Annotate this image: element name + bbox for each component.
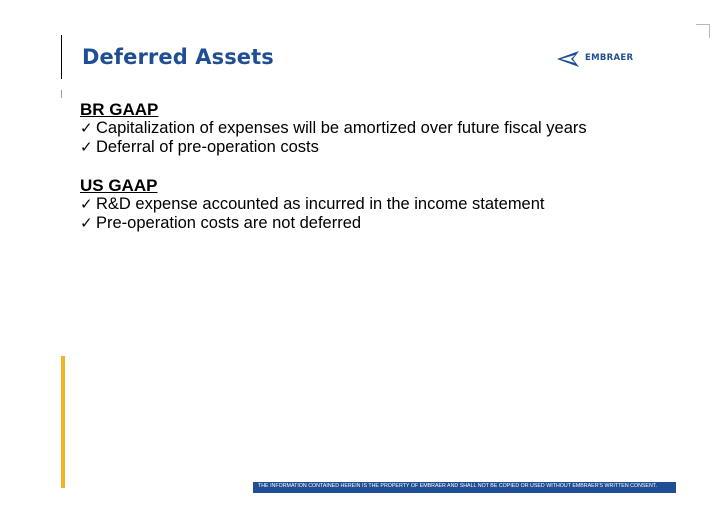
section-heading-us-gaap: US GAAP — [80, 176, 158, 195]
section-heading-br-gaap: BR GAAP — [80, 100, 159, 119]
footer-disclaimer: THE INFORMATION CONTAINED HEREIN IS THE PROPERTY OF EMBRAER AND SHALL NOT BE COPIED OR USED WITHOUT EMBRAER'S WRITTEN CONSENT. — [258, 483, 657, 489]
slide-title: Deferred Assets — [82, 45, 274, 69]
slide-body — [80, 100, 600, 233]
bullet-item — [80, 138, 600, 157]
checkmark-icon: ✓ — [80, 138, 93, 156]
corner-rule-vertical — [709, 24, 710, 38]
bullet-item — [80, 195, 600, 214]
bullet-item — [80, 214, 600, 233]
section-spacer — [80, 157, 600, 176]
bullet-item — [80, 119, 600, 138]
bullet-text: Capitalization of expenses will be amortized over future fiscal years — [96, 119, 587, 137]
checkmark-icon: ✓ — [80, 195, 93, 213]
left-accent-bar — [61, 356, 65, 488]
checkmark-icon: ✓ — [80, 214, 93, 232]
left-border-tick — [61, 90, 62, 98]
embraer-arrow-icon — [555, 47, 585, 71]
embraer-logo — [555, 47, 650, 71]
logo-wordmark: EMBRAER — [585, 53, 634, 63]
corner-rule-horizontal — [696, 24, 710, 25]
bullet-text: Deferral of pre-operation costs — [96, 138, 319, 156]
bullet-text: R&D expense accounted as incurred in the income statement — [96, 195, 545, 213]
bullet-text: Pre-operation costs are not deferred — [96, 214, 362, 232]
footer-bar — [253, 482, 676, 493]
left-border-rule — [61, 35, 62, 79]
checkmark-icon: ✓ — [80, 119, 93, 137]
